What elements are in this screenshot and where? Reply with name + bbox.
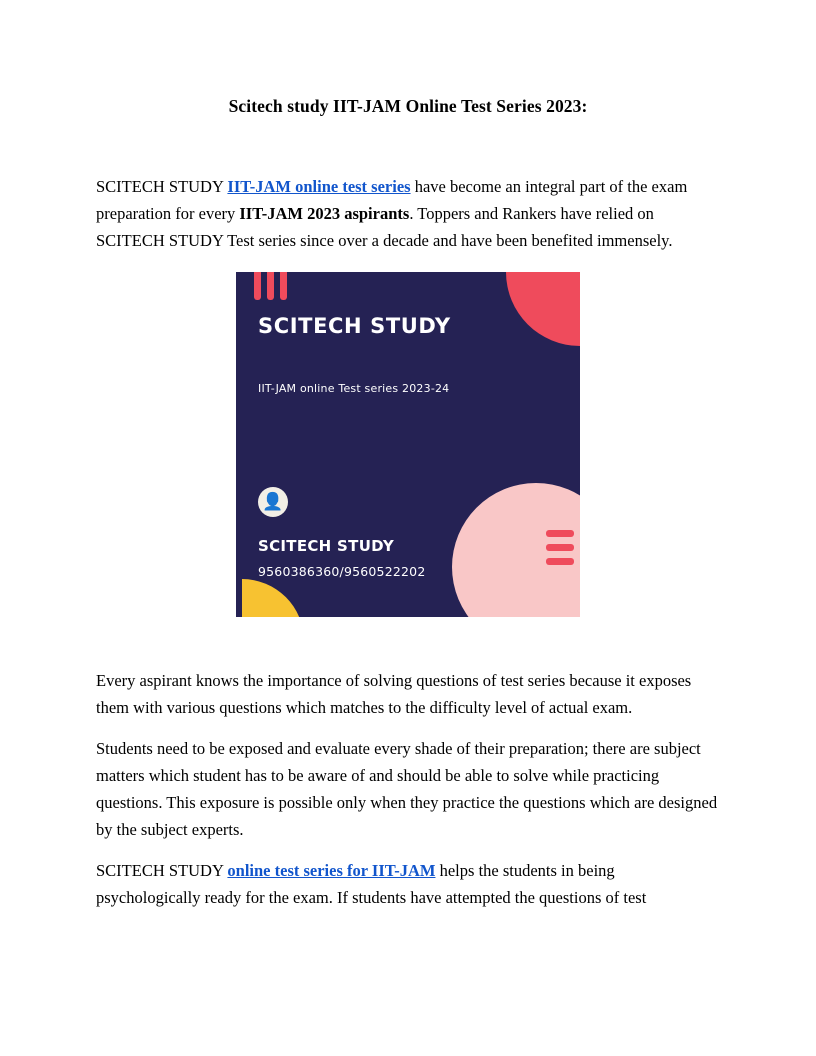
text-run-bold: IIT-JAM 2023 aspirants <box>239 204 410 223</box>
link-iit-jam-online-test-series[interactable]: IIT-JAM online test series <box>227 177 411 196</box>
poster-footer-phone: 9560386360/9560522202 <box>258 564 426 579</box>
paragraph-1 <box>96 173 720 254</box>
scitech-poster-image <box>236 272 580 617</box>
decorative-bars-top-left-icon <box>254 272 287 300</box>
decorative-bars-bottom-right-icon <box>546 530 574 565</box>
paragraph-4 <box>96 857 720 911</box>
text-run: . Toppers and Rankers have relied on SCITECH STUDY Test series since over a decade and have been benefited immensely. <box>96 204 673 250</box>
poster-brand-title: SCITECH STUDY <box>258 314 451 338</box>
page-title: Scitech study IIT-JAM Online Test Series 2023: <box>228 96 588 116</box>
paragraph-2 <box>96 667 720 721</box>
decorative-quarter-circle-top-right-icon <box>506 272 580 346</box>
poster-figure <box>96 272 720 617</box>
paragraph-3 <box>96 735 720 843</box>
text-run: Every aspirant knows the importance of solving questions of test series because it exposes them with various questions which matches to the difficulty level of actual exam. <box>96 671 692 717</box>
text-run: SCITECH STUDY <box>96 861 228 880</box>
text-run: Students need to be exposed and evaluate every shade of their preparation; there are subject matters which student has to be aware of and should be able to solve while practicing questions. This exposure is possible only when they practice the questions which are designed by the subject experts. <box>96 739 718 839</box>
text-run: have become an integral part of the exam preparation for every <box>96 177 688 223</box>
link-online-test-series-for-iit-jam[interactable]: online test series for IIT-JAM <box>227 861 436 880</box>
text-run: helps the students in being psychologically ready for the exam. If students have attempted the questions of test <box>96 861 647 907</box>
text-run: SCITECH STUDY <box>96 177 228 196</box>
person-avatar-icon: 👤 <box>258 487 288 517</box>
decorative-quarter-circle-bottom-left-icon <box>242 579 304 617</box>
poster-footer-name: SCITECH STUDY <box>258 537 394 555</box>
poster-subtitle: IIT-JAM online Test series 2023-24 <box>258 382 450 395</box>
